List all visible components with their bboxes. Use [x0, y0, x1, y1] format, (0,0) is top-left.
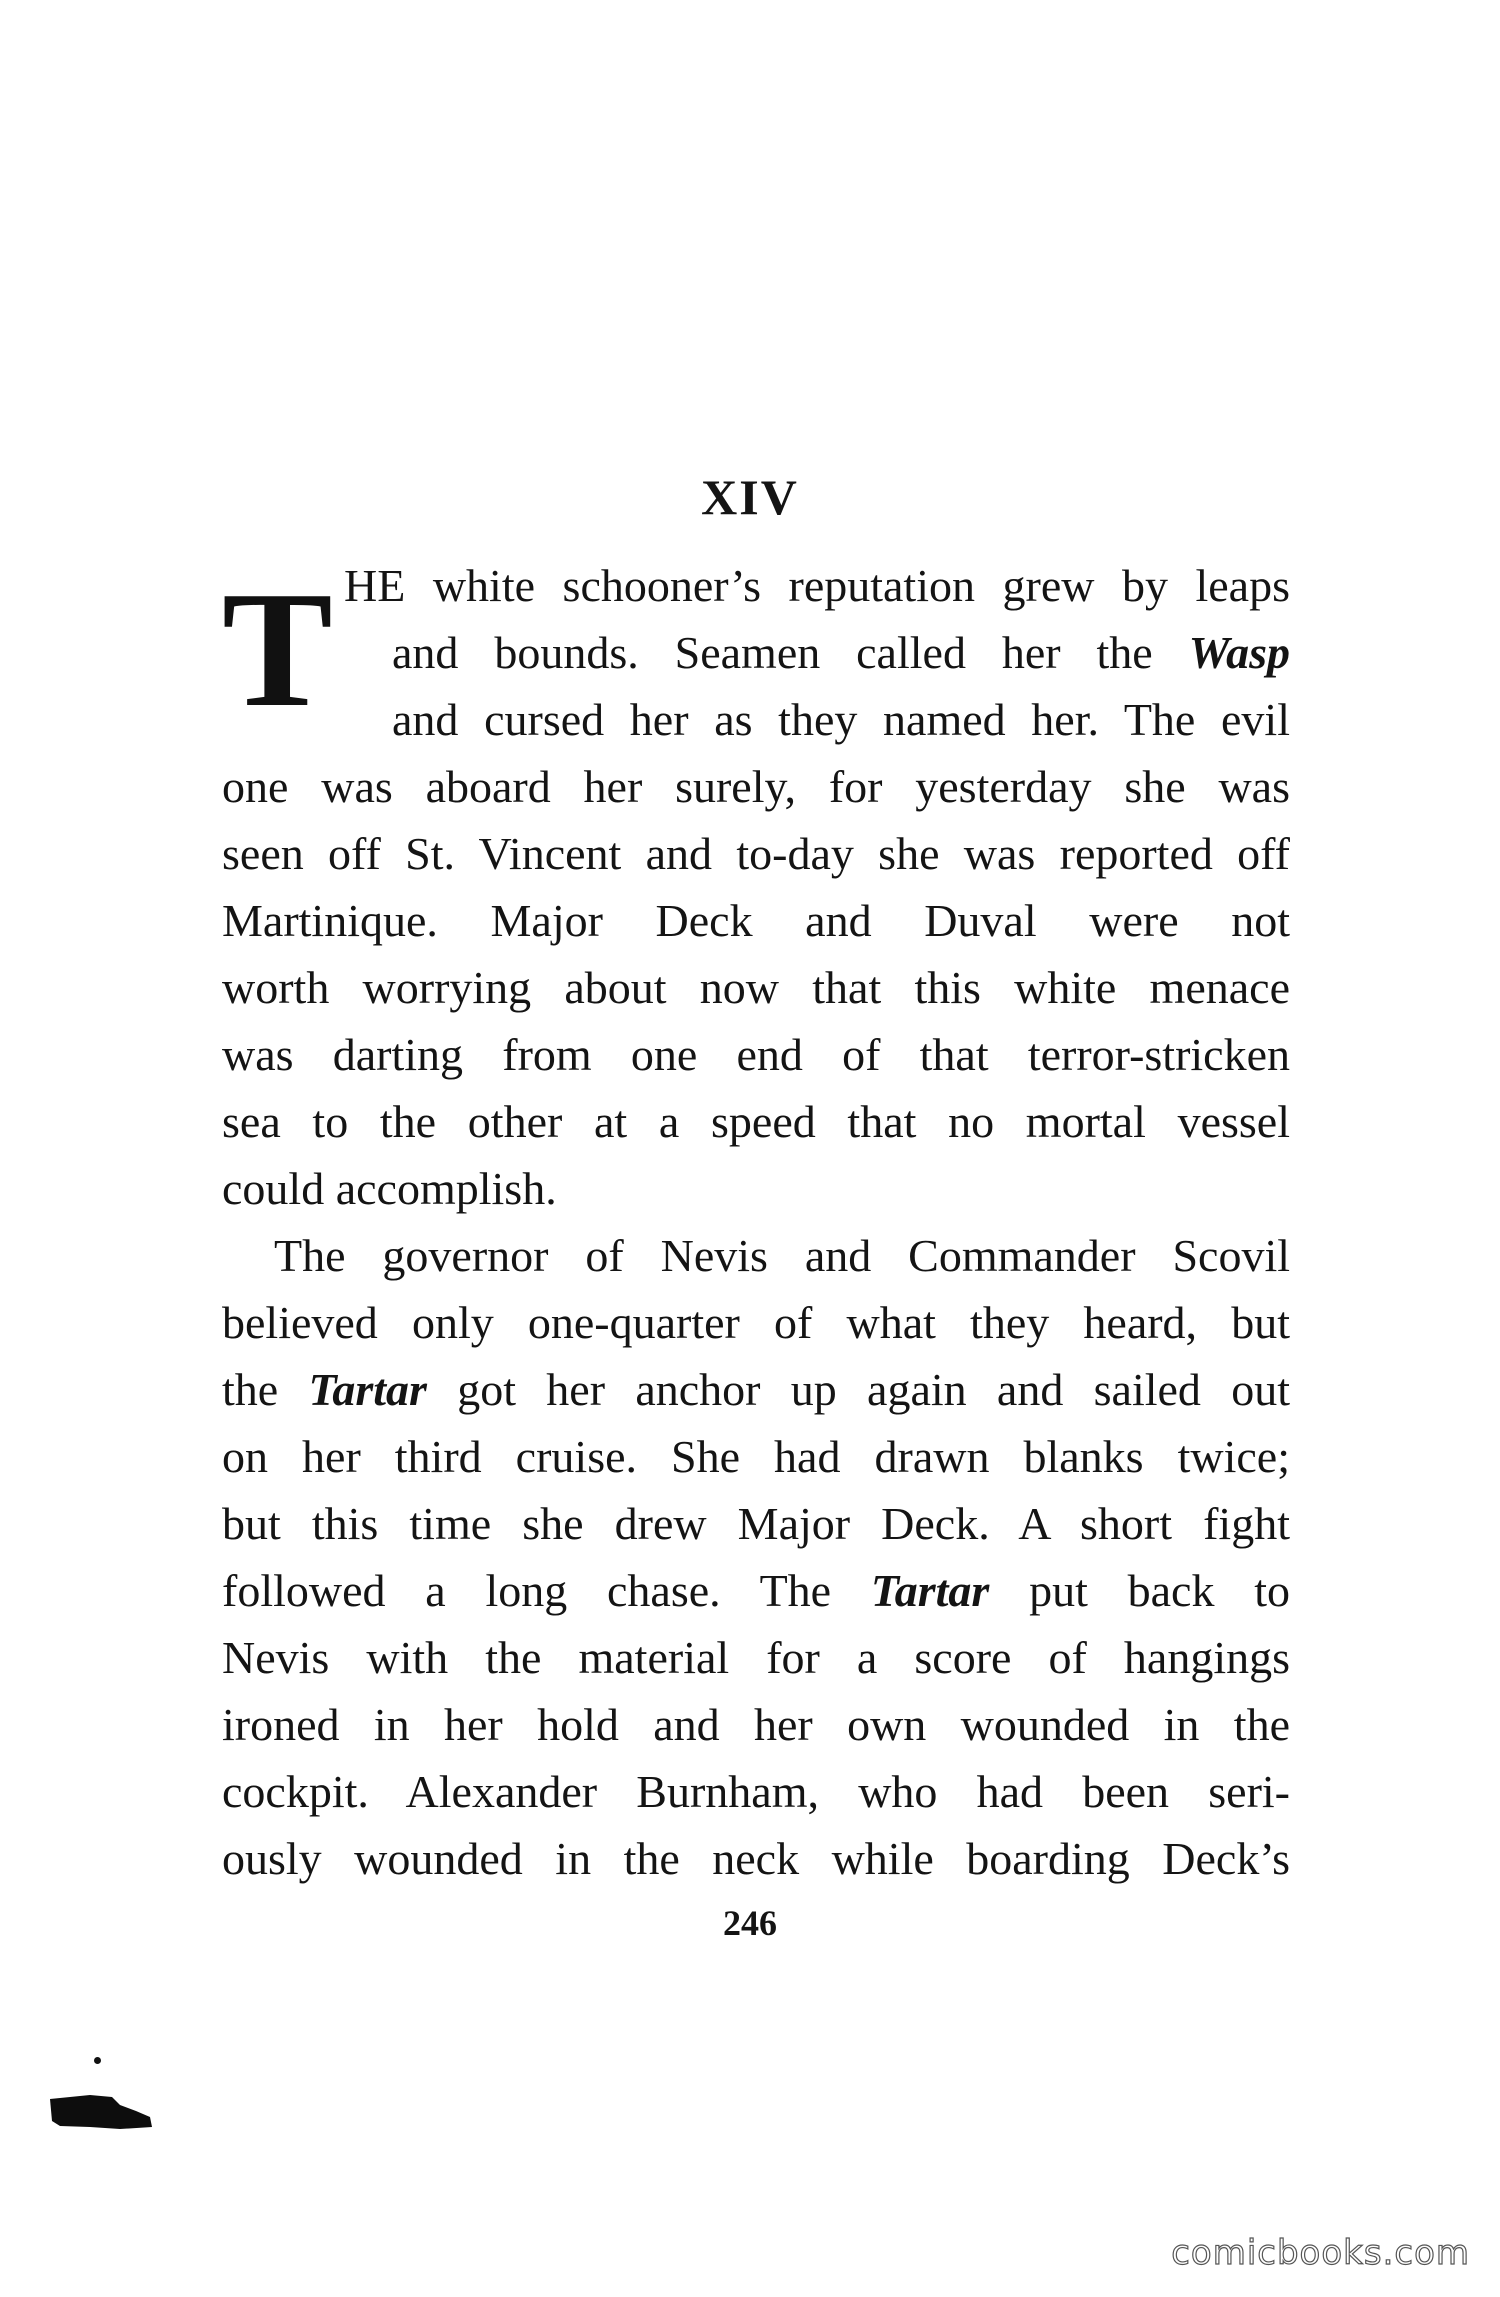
ink-speck [94, 2057, 101, 2064]
drop-cap: T [222, 557, 333, 741]
text-line [222, 1557, 1290, 1624]
ship-name-wasp: Wasp [1188, 627, 1290, 678]
text-line: believed only one-quarter of what they heard, but [222, 1297, 1290, 1348]
text-span: got her anchor up again and sailed out [426, 1364, 1290, 1415]
text-line: cockpit. Alexander Burnham, who had been seri- [222, 1766, 1290, 1817]
text-span: and bounds. Seamen called her the [392, 627, 1189, 678]
text-line [222, 1356, 1290, 1423]
text-line: Martinique. Major Deck and Duval were not [222, 895, 1290, 946]
chapter-heading: XIV [701, 469, 799, 525]
ship-name-tartar: Tartar [870, 1565, 990, 1616]
text-line: HE white schooner’s reputation grew by leaps [344, 560, 1290, 611]
text-line: worth worrying about now that this white menace [222, 962, 1290, 1013]
ship-name-tartar: Tartar [308, 1364, 427, 1415]
text-line: ironed in her hold and her own wounded in the [222, 1699, 1290, 1750]
text-line: sea to the other at a speed that no mortal vessel [222, 1096, 1290, 1147]
text-span: followed a long chase. The [222, 1565, 871, 1616]
text-span: put back to [989, 1565, 1290, 1616]
text-line: seen off St. Vincent and to-day she was reported off [222, 828, 1290, 879]
text-line: was darting from one end of that terror-stricken [222, 1029, 1290, 1080]
text-line: The governor of Nevis and Commander Scovil [274, 1230, 1290, 1281]
page-number: 246 [723, 1903, 777, 1943]
watermark: comicbooks.com [1171, 2233, 1470, 2273]
text-line: could accomplish. [222, 1163, 557, 1214]
text-line: Nevis with the material for a score of hangings [222, 1632, 1290, 1683]
text-line: on her third cruise. She had drawn blanks twice; [222, 1431, 1290, 1482]
ink-blot [50, 2093, 152, 2131]
text-line: ously wounded in the neck while boarding Deck’s [222, 1833, 1290, 1884]
body-text [222, 552, 1290, 1892]
text-line: and cursed her as they named her. The evil [392, 694, 1290, 745]
text-line: but this time she drew Major Deck. A short fight [222, 1498, 1290, 1549]
text-line: one was aboard her surely, for yesterday she was [222, 761, 1290, 812]
text-line [392, 619, 1290, 686]
text-span: the [222, 1364, 309, 1415]
